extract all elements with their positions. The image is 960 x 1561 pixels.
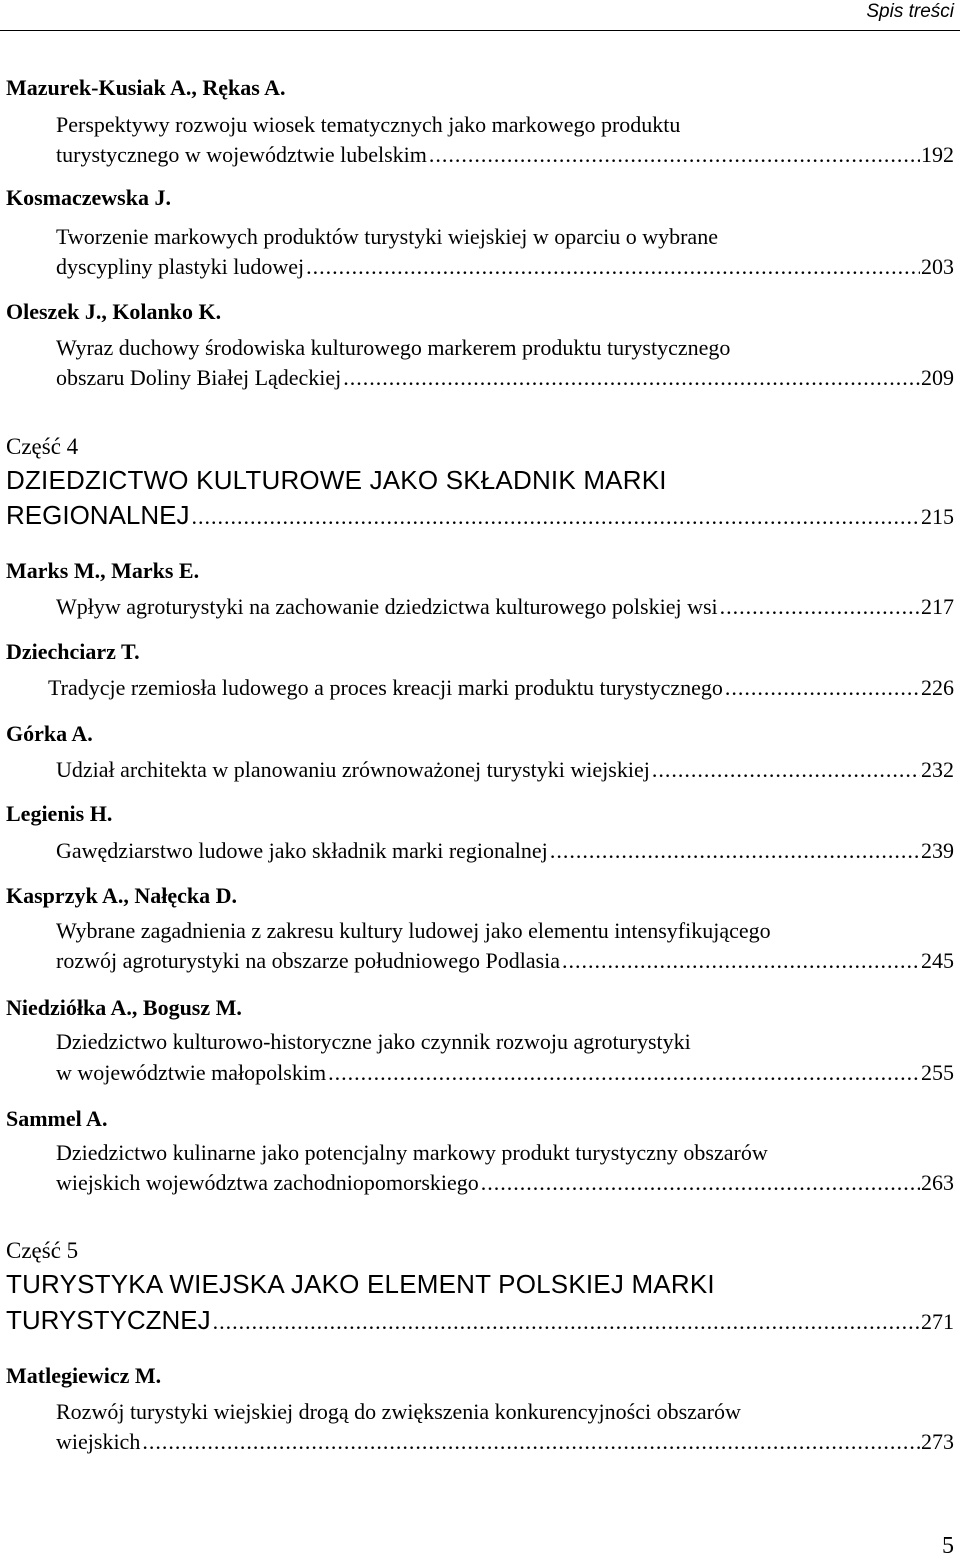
part-title-line: TURYSTYCZNEJ <box>6 1305 211 1335</box>
dot-leader <box>326 1058 920 1088</box>
toc-title-line: wiejskich <box>56 1429 141 1454</box>
page-number: 217 <box>921 594 954 619</box>
toc-entry-link[interactable] <box>56 592 954 622</box>
toc-title-line: turystycznego w województwie lubelskim <box>56 142 427 167</box>
toc-entry-link[interactable] <box>56 140 954 170</box>
dot-leader <box>190 502 921 530</box>
dot-leader <box>140 1427 920 1457</box>
dot-leader <box>723 673 920 703</box>
toc-title-line: wiejskich województwa zachodniopomorskiego <box>56 1170 479 1195</box>
toc-entry-link[interactable] <box>56 363 954 393</box>
toc-author: Niedziółka A., Bogusz M. <box>6 995 242 1020</box>
toc-title-line: dyscypliny plastyki ludowej <box>56 254 305 279</box>
part-label: Część 4 <box>6 434 79 459</box>
toc-author: Górka A. <box>6 721 93 746</box>
toc-author: Legienis H. <box>6 801 113 826</box>
dot-leader <box>479 1168 920 1198</box>
toc-author: Kasprzyk A., Nałęcka D. <box>6 883 237 908</box>
toc-title-line: Wyraz duchowy środowiska kulturowego markerem produktu turystycznego <box>56 335 731 360</box>
toc-title-line: Dziedzictwo kulturowo-historyczne jako czynnik rozwoju agroturystyki <box>56 1029 691 1054</box>
toc-title-line: Wybrane zagadnienia z zakresu kultury ludowej jako elementu intensyfikującego <box>56 918 771 943</box>
folio-page-number: 5 <box>942 1533 954 1559</box>
toc-entry-link[interactable] <box>56 755 954 785</box>
page-number: 232 <box>921 757 954 782</box>
dot-leader <box>304 252 920 282</box>
dot-leader <box>718 592 920 622</box>
toc-entry-link[interactable] <box>56 1427 954 1457</box>
toc-entry-link[interactable] <box>48 673 954 703</box>
dot-leader <box>341 363 920 393</box>
toc-entry-link[interactable] <box>56 946 954 976</box>
toc-author: Dziechciarz T. <box>6 639 140 664</box>
section-title: Spis treści <box>866 1 954 22</box>
toc-entry-link[interactable] <box>56 836 954 866</box>
page-number: 215 <box>921 504 954 529</box>
page-number: 239 <box>921 838 954 863</box>
page-number: 226 <box>921 675 954 700</box>
page-number: 255 <box>921 1060 954 1085</box>
dot-leader <box>548 836 920 866</box>
toc-part-link[interactable] <box>6 500 954 530</box>
toc-title-line: w województwie małopolskim <box>56 1060 327 1085</box>
dot-leader <box>560 946 920 976</box>
toc-author: Kosmaczewska J. <box>6 185 171 210</box>
toc-part-link[interactable] <box>6 1305 954 1335</box>
page-number: 192 <box>921 142 954 167</box>
toc-title-line: obszaru Doliny Białej Lądeckiej <box>56 365 342 390</box>
toc-title-line: Rozwój turystyki wiejskiej drogą do zwiększenia konkurencyjności obszarów <box>56 1399 741 1424</box>
page-number: 271 <box>921 1309 954 1334</box>
toc-author: Oleszek J., Kolanko K. <box>6 299 222 324</box>
page-number: 209 <box>921 365 954 390</box>
dot-leader <box>650 755 920 785</box>
toc-entry-link[interactable] <box>56 252 954 282</box>
page-number: 245 <box>921 948 954 973</box>
toc-title-line: Dziedzictwo kulinarne jako potencjalny markowy produkt turystyczny obszarów <box>56 1140 768 1165</box>
toc-title-line: Udział architekta w planowaniu zrównoważonej turystyki wiejskiej <box>56 757 650 782</box>
toc-title-line: Perspektywy rozwoju wiosek tematycznych jako markowego produktu <box>56 112 681 137</box>
toc-author: Matlegiewicz M. <box>6 1363 162 1388</box>
page-header <box>0 0 960 31</box>
page-number: 263 <box>921 1170 954 1195</box>
toc-title-line: Tradycje rzemiosła ludowego a proces kreacji marki produktu turystycznego <box>48 675 723 700</box>
dot-leader <box>211 1307 920 1335</box>
page-number: 203 <box>921 254 954 279</box>
toc-title-line: Gawędziarstwo ludowe jako składnik marki regionalnej <box>56 838 548 863</box>
page-number: 273 <box>921 1429 954 1454</box>
toc-author: Mazurek-Kusiak A., Rękas A. <box>6 75 286 100</box>
toc-entry-link[interactable] <box>56 1058 954 1088</box>
part-label: Część 5 <box>6 1238 79 1263</box>
toc-author: Marks M., Marks E. <box>6 558 200 583</box>
part-title-line: REGIONALNEJ <box>6 500 190 530</box>
toc-title-line: Wpływ agroturystyki na zachowanie dziedzictwa kulturowego polskiej wsi <box>56 594 718 619</box>
toc-author: Sammel A. <box>6 1106 108 1131</box>
toc-title-line: rozwój agroturystyki na obszarze południowego Podlasia <box>56 948 561 973</box>
part-title-line: TURYSTYKA WIEJSKA JAKO ELEMENT POLSKIEJ MARKI <box>6 1269 715 1299</box>
part-title-line: DZIEDZICTWO KULTUROWE JAKO SKŁADNIK MARKI <box>6 465 667 495</box>
toc-entry-link[interactable] <box>56 1168 954 1198</box>
dot-leader <box>427 140 920 170</box>
toc-title-line: Tworzenie markowych produktów turystyki wiejskiej w oparciu o wybrane <box>56 224 718 249</box>
